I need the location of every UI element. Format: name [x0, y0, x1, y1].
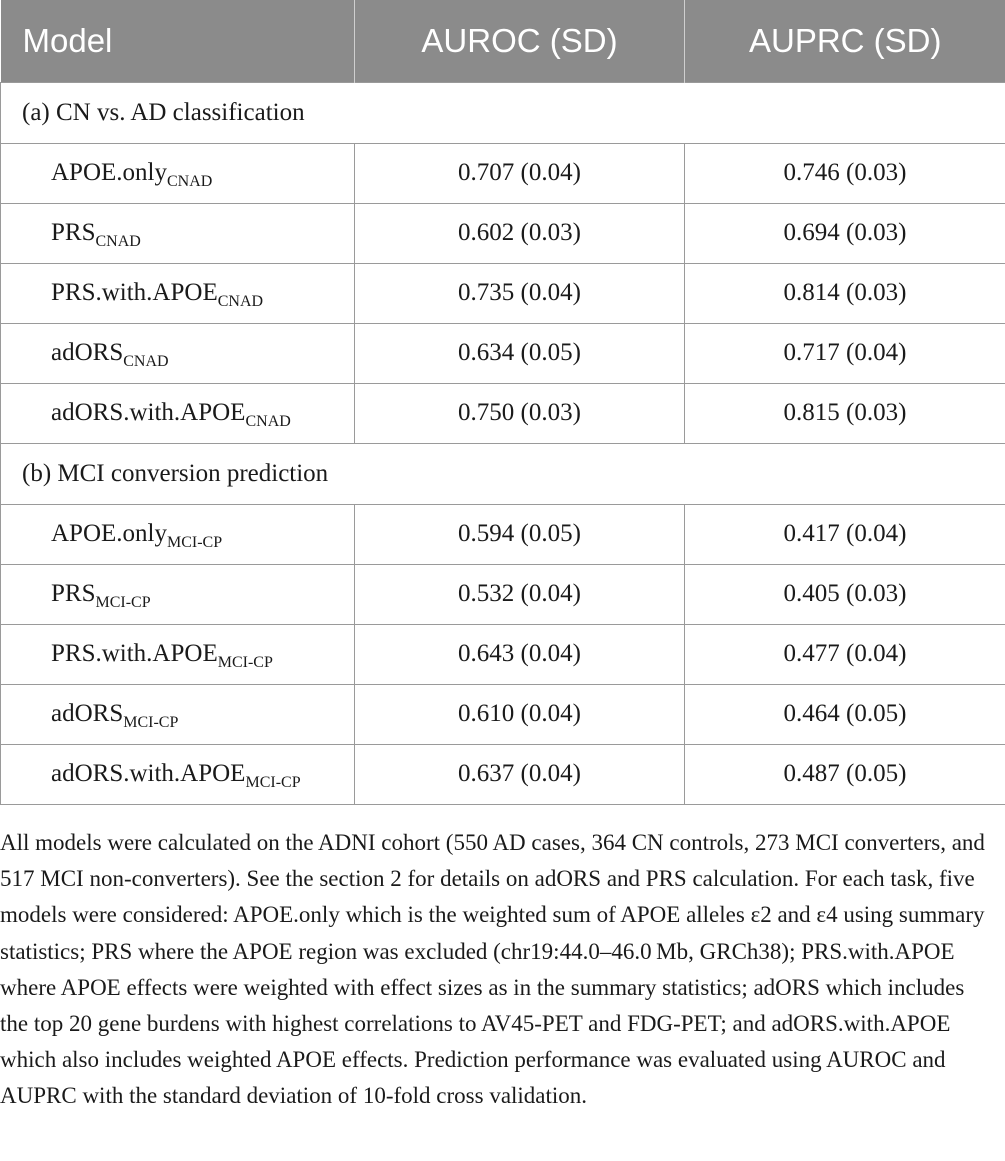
- model-subscript: MCI-CP: [217, 654, 273, 671]
- auroc-cell: 0.634 (0.05): [355, 323, 685, 383]
- model-subscript: CNAD: [123, 353, 169, 370]
- model-subscript: MCI-CP: [95, 594, 151, 611]
- table-row: [1, 684, 1005, 744]
- auprc-cell: 0.746 (0.03): [685, 143, 1005, 203]
- model-subscript: CNAD: [95, 233, 141, 250]
- model-subscript: MCI-CP: [123, 714, 179, 731]
- table-row: [1, 564, 1005, 624]
- model-name: PRS.with.APOE: [51, 279, 218, 306]
- model-cell: [1, 143, 355, 203]
- auprc-cell: 0.717 (0.04): [685, 323, 1005, 383]
- header-model: Model: [1, 0, 355, 82]
- model-name: APOE.only: [51, 520, 167, 547]
- model-cell: [1, 744, 355, 804]
- table-row: [1, 504, 1005, 564]
- header-row: [1, 0, 1005, 82]
- auroc-cell: 0.643 (0.04): [355, 624, 685, 684]
- model-cell: [1, 564, 355, 624]
- auprc-cell: 0.815 (0.03): [685, 383, 1005, 443]
- auroc-cell: 0.637 (0.04): [355, 744, 685, 804]
- model-cell: [1, 504, 355, 564]
- table-row: [1, 624, 1005, 684]
- auroc-cell: 0.532 (0.04): [355, 564, 685, 624]
- auroc-cell: 0.594 (0.05): [355, 504, 685, 564]
- table-row: [1, 203, 1005, 263]
- table-row: [1, 263, 1005, 323]
- auprc-cell: 0.694 (0.03): [685, 203, 1005, 263]
- section-title: (a) CN vs. AD classification: [1, 82, 1005, 143]
- auroc-cell: 0.707 (0.04): [355, 143, 685, 203]
- model-subscript: MCI-CP: [166, 534, 223, 551]
- model-name: PRS.with.APOE: [51, 640, 218, 667]
- table-header: [1, 0, 1005, 82]
- model-cell: [1, 624, 355, 684]
- auroc-cell: 0.602 (0.03): [355, 203, 685, 263]
- auroc-cell: 0.750 (0.03): [355, 383, 685, 443]
- table-row: [1, 323, 1005, 383]
- model-subscript: CNAD: [245, 413, 291, 430]
- model-name: APOE.only: [51, 159, 167, 186]
- table-body: [1, 82, 1005, 804]
- model-subscript: CNAD: [217, 293, 264, 310]
- model-name: adORS: [51, 700, 124, 727]
- table-row: [1, 744, 1005, 804]
- auroc-cell: 0.735 (0.04): [355, 263, 685, 323]
- header-auprc: AUPRC (SD): [685, 0, 1005, 82]
- auprc-cell: 0.464 (0.05): [685, 684, 1005, 744]
- auprc-cell: 0.814 (0.03): [685, 263, 1005, 323]
- model-cell: [1, 203, 355, 263]
- model-name: adORS.with.APOE: [51, 760, 246, 787]
- section-a-row: [1, 82, 1005, 143]
- auroc-cell: 0.610 (0.04): [355, 684, 685, 744]
- auprc-cell: 0.487 (0.05): [685, 744, 1005, 804]
- section-title: (b) MCI conversion prediction: [1, 443, 1005, 504]
- model-name: adORS: [51, 339, 124, 366]
- section-b-row: [1, 443, 1005, 504]
- table-row: [1, 383, 1005, 443]
- auprc-cell: 0.405 (0.03): [685, 564, 1005, 624]
- model-subscript: MCI-CP: [245, 774, 301, 791]
- model-cell: [1, 383, 355, 443]
- model-name: adORS.with.APOE: [51, 399, 246, 426]
- table-row: [1, 143, 1005, 203]
- table-footnote: All models were calculated on the ADNI cohort (550 AD cases, 364 CN controls, 273 MCI converters, and 517 MCI non-converters). See the section 2 for details on adORS and PRS calculation. For each task, five models were considered: APOE.only which is the weighted sum of APOE alleles ε2 and ε4 using summary statistics; PRS where the APOE region was excluded (chr19:44.0–46.0 Mb, GRCh38); PRS.with.APOE where APOE effects were weighted with effect sizes as in the summary statistics; adORS which includes the top 20 gene burdens with highest correlations to AV45-PET and FDG-PET; and adORS.with.APOE which also includes weighted APOE effects. Prediction performance was evaluated using AUROC and AUPRC with the standard deviation of 10-fold cross validation.: [0, 830, 985, 1109]
- model-subscript: CNAD: [166, 173, 213, 190]
- header-auroc: AUROC (SD): [355, 0, 685, 82]
- model-name: PRS: [51, 219, 96, 246]
- model-cell: [1, 684, 355, 744]
- model-name: PRS: [51, 580, 96, 607]
- model-cell: [1, 263, 355, 323]
- auprc-cell: 0.477 (0.04): [685, 624, 1005, 684]
- model-cell: [1, 323, 355, 383]
- auprc-cell: 0.417 (0.04): [685, 504, 1005, 564]
